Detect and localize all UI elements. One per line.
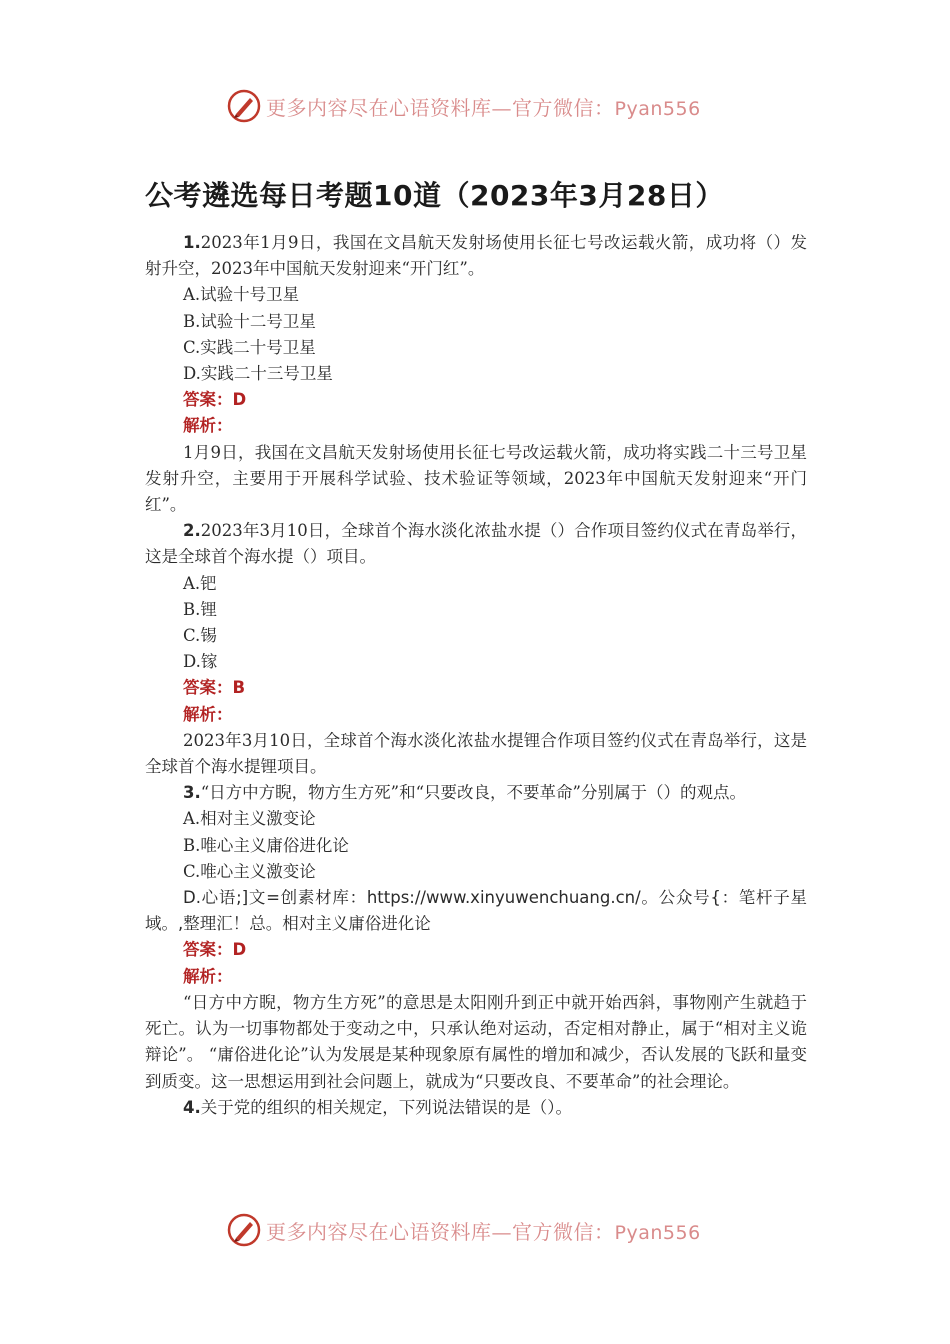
pen-logo-icon	[226, 1212, 262, 1248]
question-3-option-b: B.唯心主义庸俗进化论	[183, 835, 349, 855]
question-1-option-c: C.实践二十号卫星	[183, 337, 316, 357]
footer-banner	[0, 1210, 950, 1250]
question-3-analysis: “日方中方睨，物方生方死”的意思是太阳刚升到正中就开始西斜，事物刚产生就趋于死亡。认为一切事物都处于变动之中，只承认绝对运动，否定相对静止，属于“相对主义诡辩论”。 “庸俗进化论”认为发展是某种现象原有属性的增加和减少，否认发展的飞跃和量变到质变。这一思想运用到社会问题上，就成为“只要改良、不要革命”的社会理论。	[145, 992, 807, 1091]
question-3-analysis-label: 解析：	[183, 966, 233, 986]
question-3-answer: 答案：D	[183, 940, 247, 960]
question-4-stem: 4.关于党的组织的相关规定，下列说法错误的是（）。	[183, 1097, 572, 1117]
question-2-option-c: C.锡	[183, 626, 217, 646]
question-1-stem: 1.2023年1月9日，我国在文昌航天发射场使用长征七号改运载火箭，成功将（）发射升空，2023年中国航天发射迎来“开门红”。	[145, 233, 807, 279]
question-3-stem: 3.“日方中方睨，物方生方死”和“只要改良，不要革命”分别属于（）的观点。	[183, 783, 746, 803]
page-title: 公考遴选每日考题10道（2023年3月28日）	[145, 179, 724, 212]
question-2-analysis: 2023年3月10日，全球首个海水淡化浓盐水提锂合作项目签约仪式在青岛举行，这是全球首个海水提锂项目。	[145, 730, 807, 777]
header-banner	[0, 86, 950, 126]
question-2-analysis-label: 解析：	[183, 704, 233, 724]
question-2-option-b: B.锂	[183, 599, 217, 619]
question-2-stem: 2.2023年3月10日，全球首个海水淡化浓盐水提（）合作项目签约仪式在青岛举行，这是全球首个海水提（）项目。	[145, 521, 807, 567]
banner-text: 更多内容尽在心语资料库—官方微信：Pyan556	[266, 96, 701, 120]
question-1-answer: 答案：D	[183, 390, 247, 410]
question-2-option-a: A.钯	[183, 573, 217, 593]
banner-wechat: Pyan556	[614, 98, 701, 120]
pen-logo-icon	[226, 88, 262, 124]
question-3-option-c: C.唯心主义激变论	[183, 861, 316, 881]
question-3-option-a: A.相对主义激变论	[183, 809, 316, 829]
question-1-option-a: A.试验十号卫星	[183, 285, 300, 305]
question-1-option-b: B.试验十二号卫星	[183, 311, 316, 331]
question-3-option-d: D.心语;]文=创素材库：https://www.xinyuwenchuang.cn/。公众号{：笔杆子星域。,整理汇！总。相对主义庸俗进化论	[145, 888, 807, 934]
banner-text: 更多内容尽在心语资料库—官方微信：Pyan556	[266, 1220, 701, 1244]
question-2-option-d: D.镓	[183, 652, 218, 672]
question-2-answer: 答案：B	[183, 678, 246, 698]
question-1-analysis-label: 解析：	[183, 416, 233, 436]
question-list	[145, 230, 807, 1121]
question-1-analysis: 1月9日，我国在文昌航天发射场使用长征七号改运载火箭，成功将实践二十三号卫星发射升空，主要用于开展科学试验、技术验证等领域，2023年中国航天发射迎来“开门红”。	[145, 442, 807, 515]
question-1-option-d: D.实践二十三号卫星	[183, 364, 333, 384]
banner-wechat: Pyan556	[614, 1222, 701, 1244]
